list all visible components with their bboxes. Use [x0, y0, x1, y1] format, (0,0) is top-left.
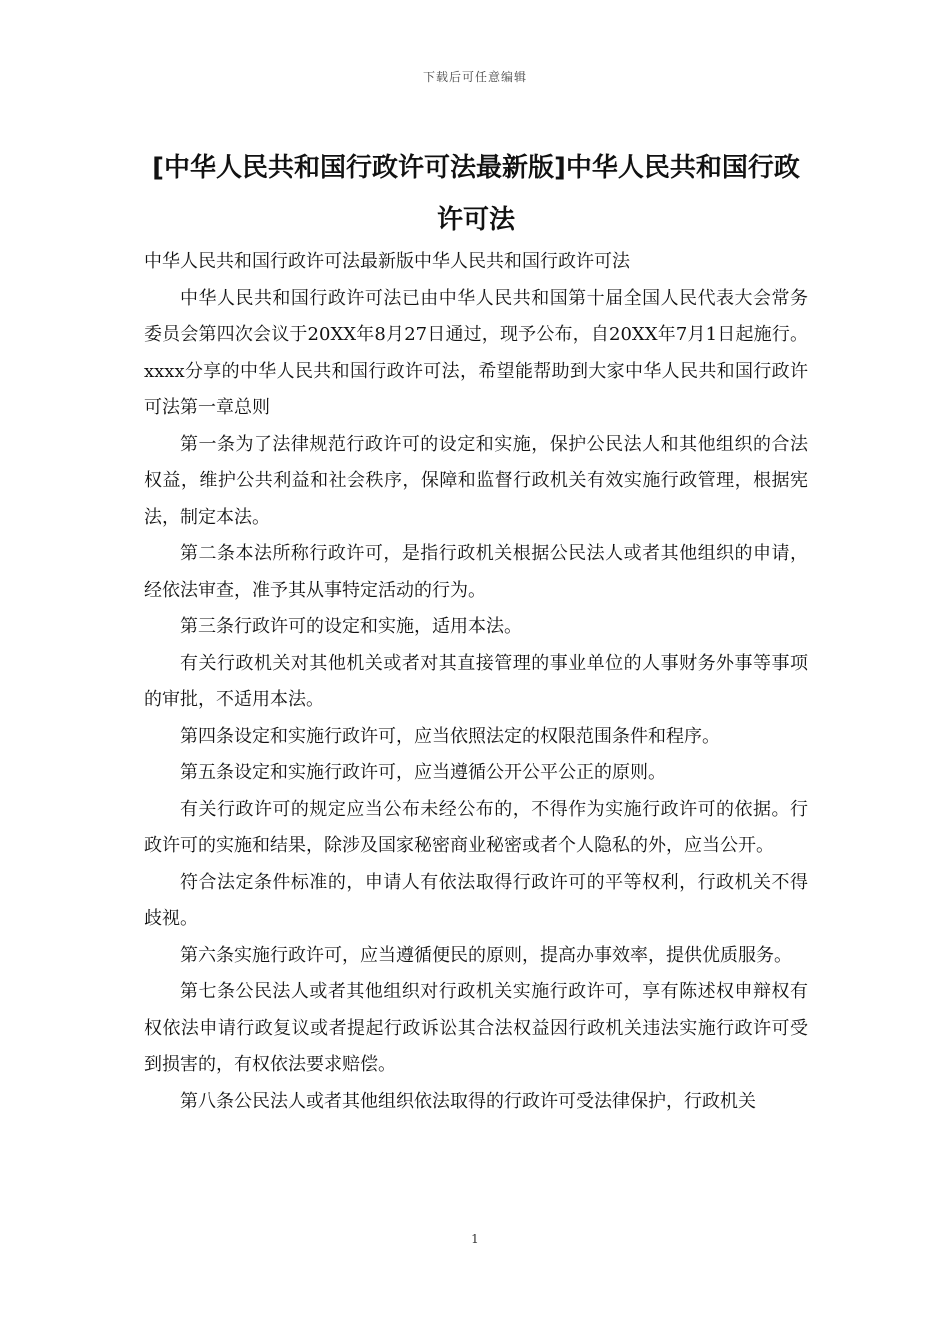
body-paragraph: 第四条设定和实施行政许可，应当依照法定的权限范围条件和程序。 — [180, 725, 720, 747]
body-paragraph: 第八条公民法人或者其他组织依法取得的行政许可受法律保护，行政机关 — [180, 1090, 756, 1112]
body-paragraph: 中华人民共和国行政许可法最新版中华人民共和国行政许可法 — [144, 251, 630, 272]
body-paragraph: 第七条公民法人或者其他组织对行政机关实施行政许可，享有陈述权申辩权有权依法申请行政复议或者提起行政诉讼其合法权益因行政机关违法实施行政许可受到损害的，有权依法要求赔偿。 — [144, 981, 808, 1075]
body-paragraph: 第一条为了法律规范行政许可的设定和实施，保护公民法人和其他组织的合法权益，维护公共利益和社会秩序，保障和监督行政机关有效实施行政管理，根据宪法，制定本法。 — [144, 433, 808, 528]
document-body — [144, 244, 808, 1120]
body-paragraph: 第五条设定和实施行政许可，应当遵循公开公平公正的原则。 — [180, 762, 666, 783]
body-paragraph: 有关行政机关对其他机关或者对其直接管理的事业单位的人事财务外事等事项的审批，不适用本法。 — [144, 652, 808, 710]
page-number: 1 — [471, 1232, 479, 1246]
body-paragraph: 符合法定条件标准的，申请人有依法取得行政许可的平等权利，行政机关不得歧视。 — [144, 871, 808, 929]
body-paragraph: 第三条行政许可的设定和实施，适用本法。 — [180, 616, 522, 637]
body-paragraph: 第六条实施行政许可，应当遵循便民的原则，提高办事效率，提供优质服务。 — [180, 944, 792, 966]
body-paragraph: 第二条本法所称行政许可，是指行政机关根据公民法人或者其他组织的申请，经依法审查，准予其从事特定活动的行为。 — [144, 543, 808, 601]
document-title: [中华人民共和国行政许可法最新版]中华人民共和国行政许可法 — [152, 153, 800, 235]
page-header-note: 下载后可任意编辑 — [422, 70, 527, 84]
body-paragraph: 中华人民共和国行政许可法已由中华人民共和国第十届全国人民代表大会常务委员会第四次会议于20XX年8月27日通过，现予公布，自20XX年7月1日起施行。xxxx分享的中华人民共和国行政许可法，希望能帮助到大家中华人民共和国行政许可法第一章总则 — [144, 287, 808, 418]
body-paragraph: 有关行政许可的规定应当公布未经公布的，不得作为实施行政许可的依据。行政许可的实施和结果，除涉及国家秘密商业秘密或者个人隐私的外，应当公开。 — [144, 798, 808, 856]
